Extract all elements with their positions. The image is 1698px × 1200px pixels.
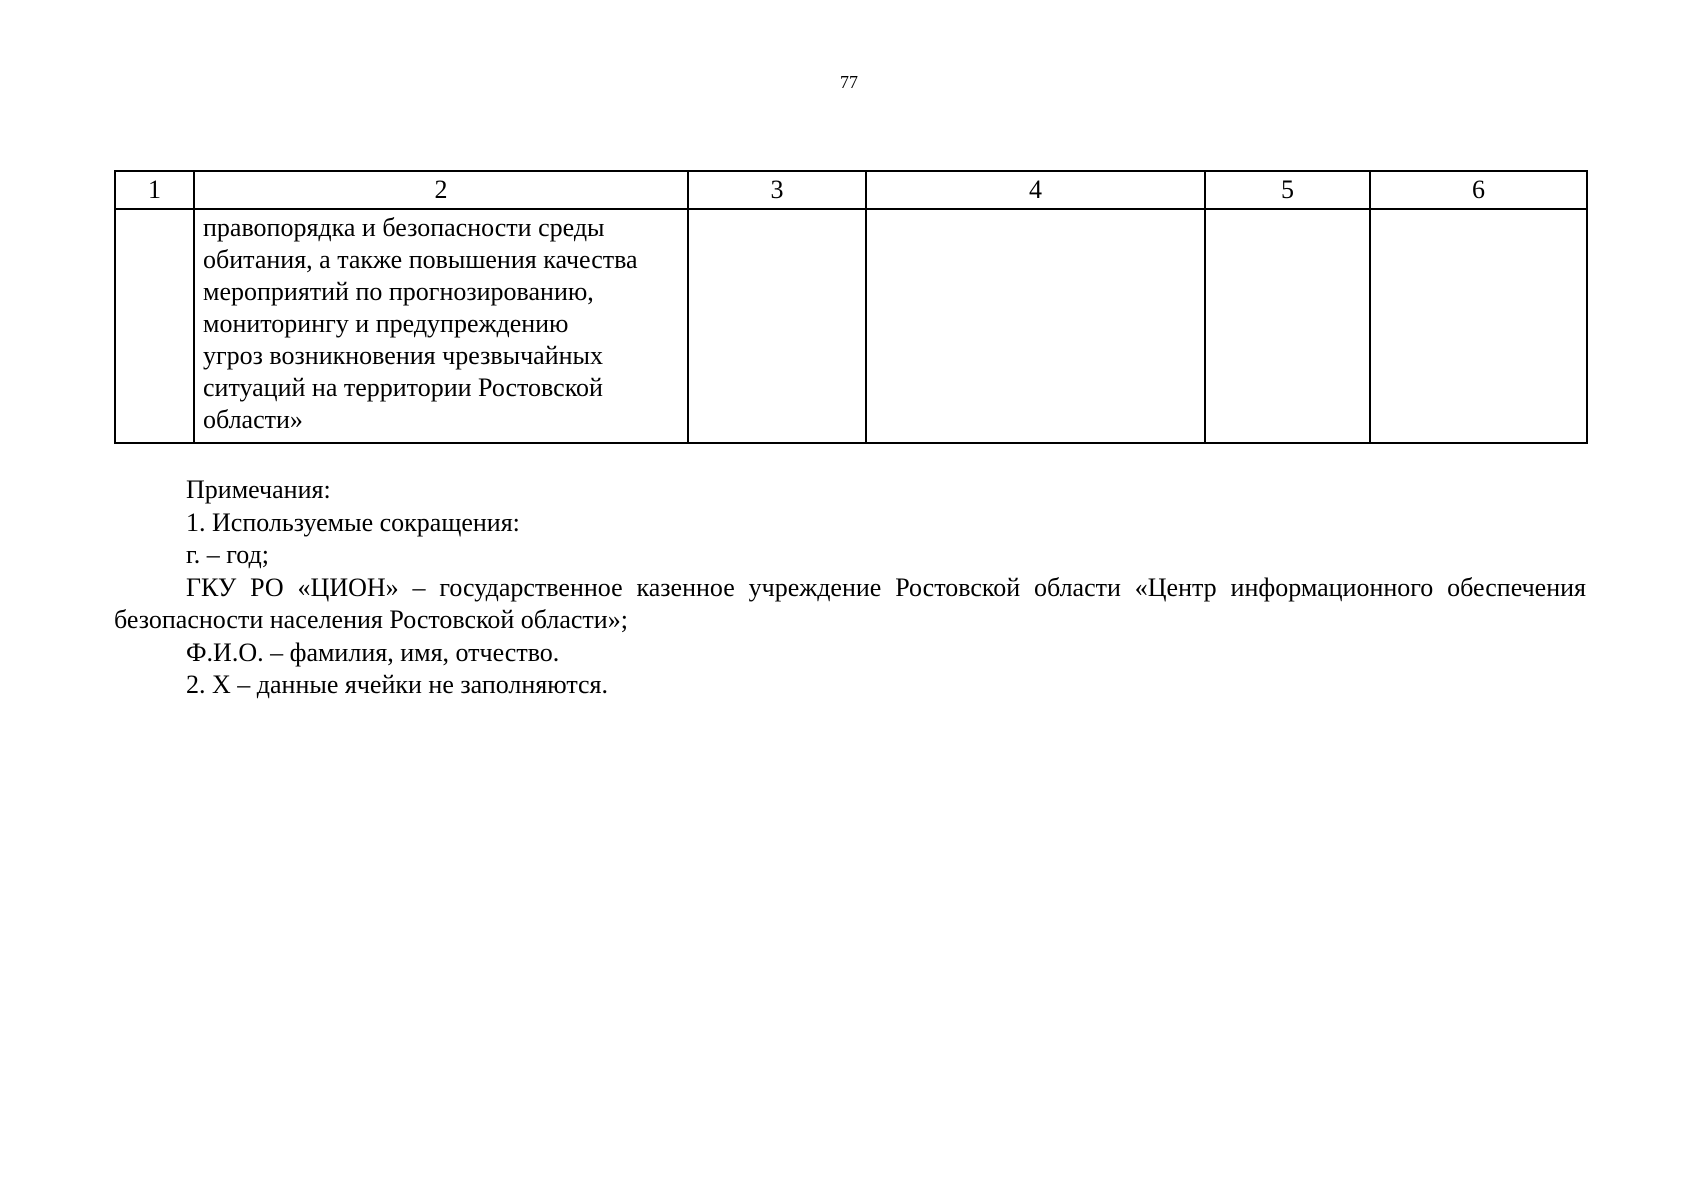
column-number-5: 5: [1205, 171, 1370, 209]
notes-item-empty-cells: 2. Х – данные ячейки не заполняются.: [186, 670, 609, 699]
table-cell-col4: [866, 209, 1205, 443]
cell-line: ситуаций на территории Ростовской: [203, 373, 603, 402]
table-cell-col1: [115, 209, 194, 443]
page-number: 77: [840, 72, 858, 92]
table-cell-col5: [1205, 209, 1370, 443]
cell-line: обитания, а также повышения качества: [203, 245, 638, 274]
column-number-1: 1: [115, 171, 194, 209]
column-number-2: 2: [194, 171, 688, 209]
table-header-row: [115, 171, 1587, 209]
column-number-3: 3: [688, 171, 866, 209]
notes-item-abbreviations: 1. Используемые сокращения:: [186, 507, 520, 537]
cell-line: области»: [203, 405, 303, 434]
cell-line: мониторингу и предупреждению: [203, 309, 569, 338]
abbreviation-gku: ГКУ РО «ЦИОН» – государственное казенное учреждение Ростовской области «Центр информационного обеспечения безопасности населения Ростовской области»;: [114, 572, 1586, 634]
cell-line: угроз возникновения чрезвычайных: [203, 341, 603, 370]
table-row: [115, 209, 1587, 443]
notes-heading: Примечания:: [186, 475, 331, 504]
table-cell-col6: [1370, 209, 1587, 443]
cell-line: мероприятий по прогнозированию,: [203, 277, 594, 306]
document-table: [114, 170, 1588, 444]
column-number-4: 4: [866, 171, 1205, 209]
table-cell-col3: [688, 209, 866, 443]
cell-text: [203, 210, 679, 436]
table-cell-col2: [194, 209, 688, 443]
abbreviation-fio: Ф.И.О. – фамилия, имя, отчество.: [186, 637, 560, 667]
notes-section: [114, 474, 1586, 702]
cell-line: правопорядка и безопасности среды: [203, 213, 605, 242]
column-number-6: 6: [1370, 171, 1587, 209]
abbreviation-year: г. – год;: [186, 540, 269, 569]
